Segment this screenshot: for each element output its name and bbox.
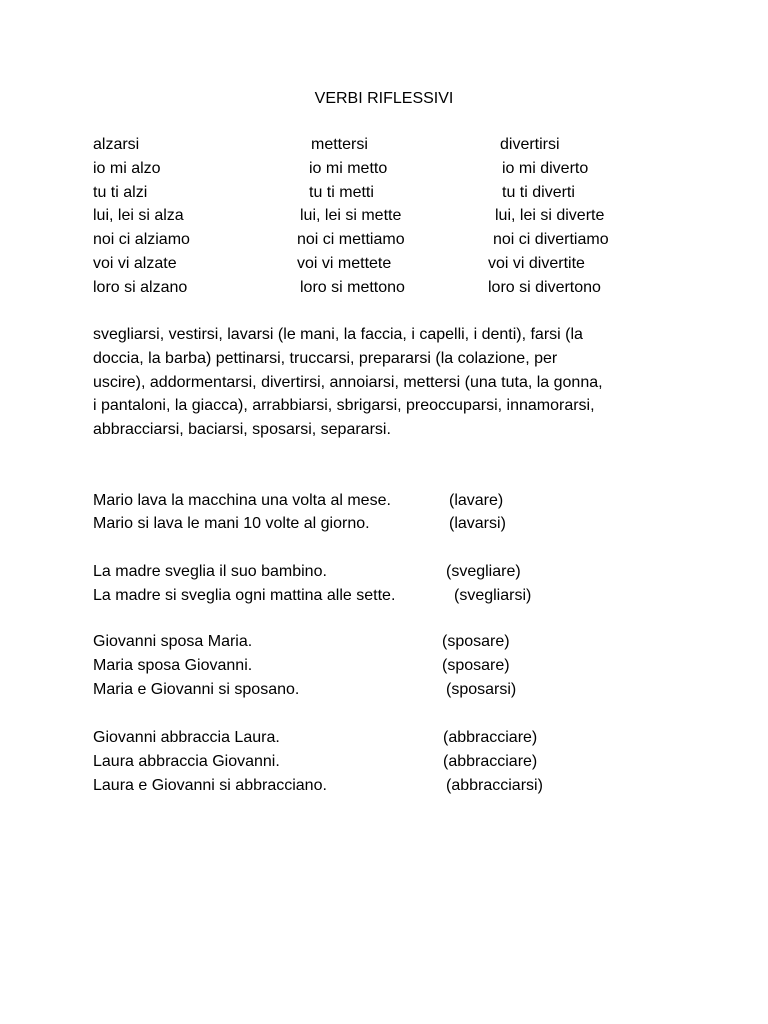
example-sentence: Mario si lava le mani 10 volte al giorno. bbox=[93, 515, 370, 532]
example-sentence: Maria sposa Giovanni. bbox=[93, 657, 253, 674]
example-sentence: La madre si sveglia ogni mattina alle sette. bbox=[93, 587, 396, 604]
conj-col2-row0: mettersi bbox=[311, 136, 368, 153]
example-verb: (abbracciare) bbox=[443, 753, 538, 770]
conj-col2-row3: lui, lei si mette bbox=[300, 207, 402, 224]
conj-col1-row1: io mi alzo bbox=[93, 160, 161, 177]
example-verb: (sposare) bbox=[442, 657, 510, 674]
example-sentence: Mario lava la macchina una volta al mese. bbox=[93, 492, 391, 509]
conj-col3-row5: voi vi divertite bbox=[488, 255, 585, 272]
example-verb: (sposarsi) bbox=[446, 681, 517, 698]
example-verb: (abbracciarsi) bbox=[446, 777, 543, 794]
example-sentence: Maria e Giovanni si sposano. bbox=[93, 681, 300, 698]
example-verb: (abbracciare) bbox=[443, 729, 538, 746]
example-sentence: Giovanni abbraccia Laura. bbox=[93, 729, 280, 746]
conj-col1-row4: noi ci alziamo bbox=[93, 231, 190, 248]
verb-list-line: uscire), addormentarsi, divertirsi, annoiarsi, mettersi (una tuta, la gonna, bbox=[93, 373, 603, 391]
conj-col1-row5: voi vi alzate bbox=[93, 255, 177, 272]
conj-col3-row1: io mi diverto bbox=[502, 160, 589, 177]
conj-col2-row5: voi vi mettete bbox=[297, 255, 392, 272]
conj-col3-row4: noi ci divertiamo bbox=[493, 231, 609, 248]
conj-col3-row0: divertirsi bbox=[500, 136, 560, 153]
conj-col3-row6: loro si divertono bbox=[488, 279, 601, 296]
conj-col2-row4: noi ci mettiamo bbox=[297, 231, 405, 248]
example-sentence: Laura abbraccia Giovanni. bbox=[93, 753, 280, 770]
verb-list-line: abbracciarsi, baciarsi, sposarsi, separarsi. bbox=[93, 421, 391, 439]
conj-col3-row2: tu ti diverti bbox=[502, 184, 575, 201]
conj-col3-row3: lui, lei si diverte bbox=[495, 207, 605, 224]
conj-col2-row6: loro si mettono bbox=[300, 279, 405, 296]
page-title: VERBI RIFLESSIVI bbox=[314, 90, 454, 107]
example-verb: (lavare) bbox=[449, 492, 504, 509]
example-verb: (svegliare) bbox=[446, 563, 521, 580]
conj-col1-row2: tu ti alzi bbox=[93, 184, 148, 201]
verb-list-line: svegliarsi, vestirsi, lavarsi (le mani, la faccia, i capelli, i denti), farsi (la bbox=[93, 326, 583, 343]
example-verb: (sposare) bbox=[442, 633, 510, 650]
verb-list-line: doccia, la barba) pettinarsi, truccarsi, prepararsi (la colazione, per bbox=[93, 349, 558, 367]
example-verb: (lavarsi) bbox=[449, 515, 506, 532]
verb-list-line: i pantaloni, la giacca), arrabbiarsi, sbrigarsi, preoccuparsi, innamorarsi, bbox=[93, 397, 595, 415]
conj-col1-row0: alzarsi bbox=[93, 136, 140, 153]
conj-col1-row6: loro si alzano bbox=[93, 279, 188, 296]
example-sentence: Giovanni sposa Maria. bbox=[93, 633, 253, 650]
example-sentence: La madre sveglia il suo bambino. bbox=[93, 563, 327, 580]
verb-list-paragraph bbox=[93, 323, 683, 442]
conj-col1-row3: lui, lei si alza bbox=[93, 207, 184, 224]
conj-col2-row1: io mi metto bbox=[309, 160, 388, 177]
example-sentence: Laura e Giovanni si abbracciano. bbox=[93, 777, 327, 794]
conj-col2-row2: tu ti metti bbox=[309, 184, 374, 201]
example-verb: (svegliarsi) bbox=[454, 587, 532, 604]
